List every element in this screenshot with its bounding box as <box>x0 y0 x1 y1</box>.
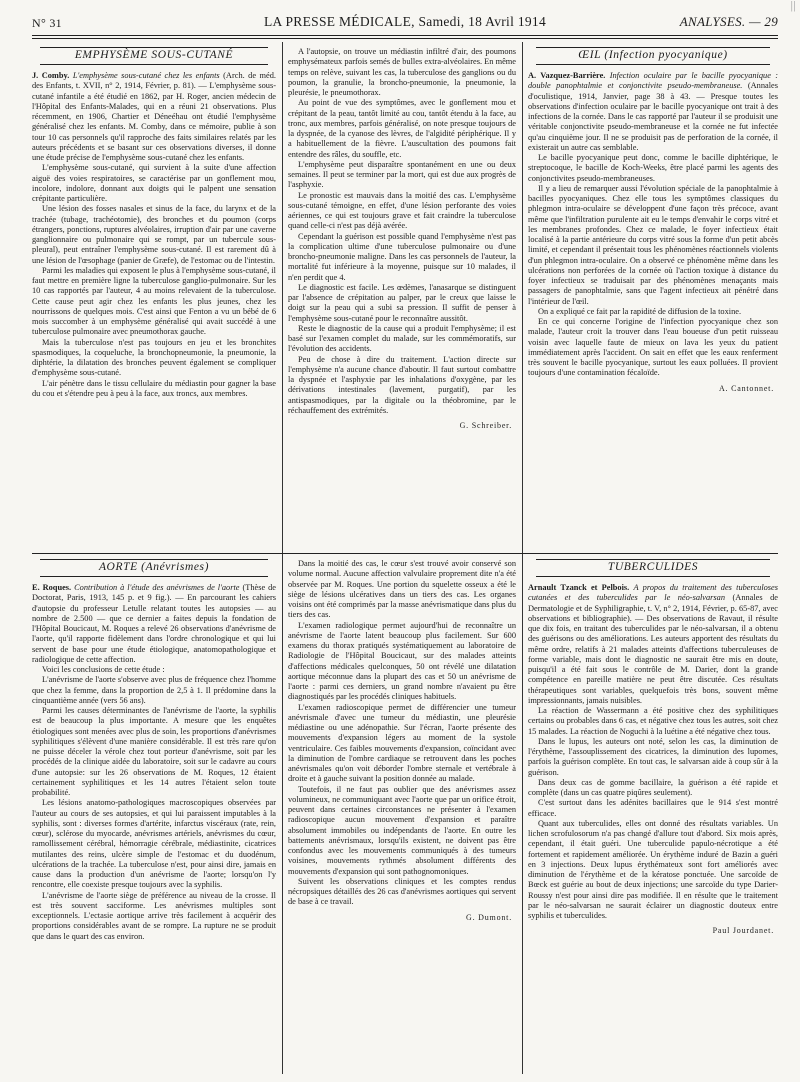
aorte-article-part1 <box>32 559 276 1075</box>
journal-title: LA PRESSE MÉDICALE, Samedi, 18 Avril 1914 <box>263 14 547 29</box>
paragraph: L'anévrisme de l'aorte s'observe avec plus de fréquence chez l'homme que chez la femme, dans la proportion de 2,5 à 1. Il prédomine dans la cinquantième année (vers 56 ans). <box>32 675 276 705</box>
paragraph: Dans la moitié des cas, le cœur s'est trouvé avoir conservé son volume normal. Aucune affection valvulaire proprement dite n'a été observée par M. Roques. Une portion du squelette osseux a été le siège de lésions ulcératives dans un tiers des cas. Les organes voisins ont été comprimés par la masse anévrismatique dans plus du tiers des cas. <box>288 559 516 620</box>
paragraph: L'emphysème sous-cutané, qui survient à la suite d'une affection aiguë des voies respiratoires, se caractérise par un gonflement mou, incolore, indolore, donnant aux doigts qui le palpent une sensation crépitante particulière. <box>32 163 276 203</box>
paragraph: Le diagnostic est facile. Les œdèmes, l'anasarque se distinguent par l'absence de crépitation au palper, par le creux que laisse le doigt sur la peau qui a subi sa pression. Il suffit de penser à l'emphysème sous-cutané pour le reconnaître aussitôt. <box>288 282 516 323</box>
emphyseme-article-part2 <box>288 47 516 551</box>
paragraph: Suivent les observations cliniques et les comptes rendus nécropsiques détaillés des 26 cas d'anévrismes aortiques qui servent de base à ce travail. <box>288 876 516 907</box>
paragraph: L'emphysème peut disparaître spontanément en une ou deux semaines. Il peut se terminer par la mort, qui est due aux progrès de l'asphyxie. <box>288 159 516 190</box>
article-lead: Arnault Tzanck et Pelbois. A propos du traitement des tuberculoses cutanées et des tuberculides par le néo-salvarsan (Annales de Dermatologie et de Syphiligraphie, t. V, n° 2, 1914, Février, p. 65-87, avec observations et bibliographie). — Des observations de Ravaut, il résulte que dix fois, en traitant des tuberculides par le néo-salvarsan, il a obtenu des guérisons ou des améliorations. Les auteurs apportent des résultats du même ordre, relatifs à 21 malades atteints d'affections tuberculeuses de forme variable, mais dont le diagnostic ne saurait être mis en doute, puisqu'il a été fait sous le contrôle de M. Darier, dont la grande compétence en pareille matière ne peut être discutée. Ces résultats thérapeutiques sont variables, quelquefois très bons, souvent même impressionnants, jamais nuisibles. <box>528 583 778 705</box>
section-title-tuberculides: TUBERCULIDES <box>536 559 770 577</box>
paragraph: Le bacille pyocyanique peut donc, comme le bacille diphtérique, le streptocoque, le bacille de Koch-Weeks, être placé parmi les agents des conjonctivites pseudo-membraneuses. <box>528 153 778 183</box>
author-signature: G. Dumont. <box>466 912 512 922</box>
paragraph: Quant aux tuberculides, elles ont donné des résultats variables. Un lichen scrofulosorum n'a pas changé d'allure tout d'abord. Six mois après, cependant, il était guéri. Une tuberculide papulo-nécrotique a été fortement et rapidement améliorée. Un érythème induré de Bazin a guéri en 3 injections. Deux lupus érythémateux sont fort améliorés avec diminution de l'érythème et de la kératose ponctuée. Une sarcoïde de Bœck est guérie au bout de deux injections; une sarcoïde du type Darier-Roussy n'est pour ainsi dire pas modifiée. Il en résulte que le traitement par le néo-salvarsan ne saurait éclairer un diagnostic douteux entre syphilis et tuberculides. <box>528 818 778 920</box>
author-signature: G. Schreiber. <box>459 421 512 430</box>
paragraph: Cependant la guérison est possible quand l'emphysème n'est pas la complication ultime d'une tuberculose pulmonaire ou d'une broncho-pneumonie maligne. Dans les cas personnels de l'auteur, la mortalité fut inférieure à la moyenne, puisque sur 10 malades, il n'en perdit que 4. <box>288 231 516 282</box>
paragraph: Dans le lupus, les auteurs ont noté, selon les cas, la diminution de l'érythème, l'assouplissement des cicatrices, la diminution des lupomes, parfois la guérison complète. En tout cas, le salvarsan aide à coup sûr à la guérison. <box>528 736 778 777</box>
paragraph: Reste le diagnostic de la cause qui a produit l'emphysème; il est basé sur l'examen complet du malade, sur les commémoratifs, sur l'évolution des accidents. <box>288 323 516 354</box>
aorte-article-part2 <box>288 559 516 1075</box>
paragraph: L'examen radioscopique permet de différencier une tumeur anévrismale d'avec une tumeur du médiastin, une pleurésie médiastine ou une adénopathie. Sur l'écran, l'aorte présente des mouvements d'expansion légers au moment de la systole ventriculaire. Ces faibles mouvements d'expansion, coïncidant avec la diminution de l'ombre cardiaque se retrouvent dans les poches anévrismales qu'on voit déborder l'ombre sternale et vertébrale à droite et à gauche suivant la position donnée au malade. <box>288 702 516 784</box>
archive-stamp: || <box>790 0 796 12</box>
paragraph: Les lésions anatomo-pathologiques macroscopiques observées par l'auteur au cours de ses autopsies, et qui lui paraissent imputables à la syphilis, sont : diverses formes d'artérite, infarctus viscéraux (rate, rein, cœur), sclérose du myocarde, anévrismes artériels, anévrismes du cœur, ramollissement cérébral, hémorragie cérébrale, médiastinite, cicatrices mutilantes des reins, ulcère simple de l'estomac et du duodénum, ulcérations de la trachée. La tuberculose n'est, pour ainsi dire, jamais en cause dans la production d'un anévrisme de l'aorte; lorsqu'on l'y rencontre, elle coexiste presque toujours avec la syphilis. <box>32 798 276 890</box>
paragraph: Le pronostic est mauvais dans la moitié des cas. L'emphysème sous-cutané témoigne, en effet, d'une lésion perforante des voies aériennes, ce qui est toujours grave et fait craindre la tuberculose quand celle-ci n'est pas déjà avérée. <box>288 190 516 231</box>
paragraph: Une lésion des fosses nasales et sinus de la face, du larynx et de la trachée (tubage, trachéotomie), des bronches et du poumon (corps étrangers, ponctions, ruptures alvéolaires, irruption d'air par une caverne ganglionnaire ou pulmonaire qui se rompt, par un tubercule sous-pleural), peut entraîner l'emphysème sous-cutané. Il est rarement dû à une lésion de l'œsophage (panier de Græfe), de l'estomac ou de l'intestin. <box>32 204 276 265</box>
oeil-article <box>528 47 778 551</box>
paragraph: C'est surtout dans les adénites bacillaires que le 914 s'est montré efficace. <box>528 798 778 818</box>
paragraph: En ce qui concerne l'origine de l'infection pyocyanique chez son malade, l'auteur croit la trouver dans l'eau boueuse d'un petit ruisseau voisin avec laquelle faute de mieux on lava les yeux du patient immédiatement après l'accident. On sait en effet que les eaux renferment très souvent le bacille pyocyanique, surtout les eaux polluées. Il provient toujours d'une contamination fécaloïde. <box>528 317 778 378</box>
paragraph: Voici les conclusions de cette étude : <box>42 665 165 674</box>
header-rule-thin <box>32 38 778 39</box>
section-title-emphyseme: EMPHYSÈME SOUS-CUTANÉ <box>40 47 268 65</box>
article-lead: J. Comby. L'emphysème sous-cutané chez les enfants (Arch. de méd. des Enfants, t. XVII, n° 2, 1914, Février, p. 81). — L'emphysème sous-cutané infantile a été étudié en 1862, par H. Roger, ancien médecin de l'Hôpital des Enfants-Malades, qui en a réuni 21 observations. Plus récemment, en 1906, Chartier et Déneéhau ont étudié l'emphysème généralisé chez les enfants. M. Comby, dans ce mémoire, publie à son tour 10 cas personnels qu'il rapproche des faits similaires relatés par les auteurs précédents et se basant sur ces observations diverses, il donne une étude précise de l'emphysème sous-cutané chez les enfants. <box>32 71 276 162</box>
issue-number: N° 31 <box>32 16 62 30</box>
paragraph: Parmi les causes déterminantes de l'anévrisme de l'aorte, la syphilis est de beaucoup la plus importante. A mesure que les enquêtes étiologiques sont menées avec plus de soin, les proportions d'anévrismes syphilitiques s'élèvent d'une manière considérable. Il est très rare qu'on ne puisse déceler la vérole chez tout porteur d'anévrisme, soit par les procédés de la clinique aidée du laboratoire, soit sur le cadavre au cours d'une autopsie: sur les 26 observations de M. Roques, 12 étaient certainement syphilitiques et les 14 autres l'étaient selon toute probabilité. <box>32 706 276 797</box>
page-header <box>32 14 778 34</box>
emphyseme-article-part1 <box>32 47 276 551</box>
paragraph: Peu de chose à dire du traitement. L'action directe sur l'emphysème n'a aucune chance d'aboutir. Il faut surtout combattre la dyspnée et l'asphyxie par les inhalations d'oxygène, par les dérivations intestinales (lavement, purgatif), par les antispasmodiques, par la digitale ou la théobromine, par le réchauffement des extrémités. <box>288 354 516 415</box>
paragraph: Il y a lieu de remarquer aussi l'évolution spéciale de la panophtalmie à bacilles pyocyaniques. Chez elle tous les symptômes classiques du phlegmon intra-oculaire se développent d'une façon très précoce, avant même que l'infiltration purulente ait eu le temps d'envahir le corps vitré et les membranes profondes. Chez ce malade, le foyer infectieux était localisé à la partie antérieure du corps vitré sous la forme d'un petit abcès limité, et cependant il présentait tous les phénomènes réactionnels violents d'un phlegmon intra-oculaire. On a observé ce phénomène même dans les ulcérations non perforées de la cornée où l'action toxique à distance du foyer infectieux se traduisait par des phénomènes menaçants mais passagers de panophtalmie, sans que l'agent infectieux ait pénétré dans l'intérieur de l'œil. <box>528 183 778 306</box>
column-divider-2 <box>522 42 523 1074</box>
section-divider <box>32 553 778 554</box>
paragraph: Au point de vue des symptômes, avec le gonflement mou et crépitant de la peau, tantôt limité au cou, tantôt étendu à la face, au tronc, aux membres, parfois généralisé, on note presque toujours de la dyspnée, de la cyanose des lèvres, de l'algidité périphérique. Il y a habituellement de la fièvre. L'auscultation des poumons fait entendre des râles, du souffle, etc. <box>288 98 516 159</box>
paragraph: A l'autopsie, on trouve un médiastin infiltré d'air, des poumons emphysémateux parfois semés de bulles extra-alvéolaires. En même temps on relève, suivant les cas, la tuberculose des ganglions ou du poumon, la granulie, la broncho-pneumonie, la pneumonie, la pleurésie, le pneumothorax. <box>288 47 516 97</box>
article-lead: E. Roques. Contribution à l'étude des anévrismes de l'aorte (Thèse de Doctorat, Paris, 1913, 145 p. et 9 fig.). — En parcourant les cahiers d'autopsie du professeur Letulle relatant toutes les autopsies — au nombre de 2.500 — que ce dernier a faites depuis la fondation de l'Hôpital Boucicaut, M. Roques a relevé 26 observations d'anévrisme de l'aorte, qu'il rapporte fidèlement dans l'ordre chronologique et qui lui servent de base pour une étude étiologique, anatomopathologique et radiologique de cette affection. <box>32 583 276 664</box>
paragraph: Toutefois, il ne faut pas oublier que des anévrismes assez volumineux, ne communiquant avec l'aorte que par un orifice étroit, peuvent dans certaines circonstances ne présenter à l'examen radioscopique aucun mouvement d'expansion et paraître absolument immobiles ou indépendants de l'aorte. En outre les battements anévrismaux, lorsqu'ils existent, ne doivent pas être confondus avec les mouvements communiqués à des tumeurs voisines, mouvements rythmés absolument différents des mouvements d'expansion qui sont pathognomoniques. <box>288 784 516 876</box>
paragraph: On a expliqué ce fait par la rapidité de diffusion de la toxine. <box>538 306 742 316</box>
paragraph: L'anévrisme de l'aorte siège de préférence au niveau de la crosse. Il est très souvent sacciforme. Les anévrismes multiples sont exceptionnels. L'ectasie aortique arrive très facilement à acquérir des proportions considérables avant de se rompre. La rupture ne se produit que dans le quart des cas environ. <box>32 890 276 941</box>
paragraph: L'air pénètre dans le tissu cellulaire du médiastin pour gagner la base du cou et s'étendre peu à peu à la face, aux troncs, aux membres. <box>32 378 276 398</box>
column-divider-1 <box>282 42 283 1074</box>
article-lead: A. Vazquez-Barrière. Infection oculaire par le bacille pyocyanique : double panophtalmie et conjonctivite pseudo-membraneuse. (Annales d'oculistique, 1914, Janvier, page 38 à 43. — Presque toutes les observations d'infection oculaire par le bacille pyocyanique ont trait à des infections de la cornée. Dans le cas rapporté par l'auteur il se produisit une véritable conjonctivite pseudo-membraneuse et la cornée ne fut infectée qu'au cinquième jour. Il ne se produisit pas de perforation de la cornée, il existerait un autre cas semblable. <box>528 71 778 152</box>
section-label: ANALYSES. — 29 <box>679 14 778 29</box>
author-signature: A. Cantonnet. <box>718 383 774 393</box>
paragraph: Parmi les maladies qui exposent le plus à l'emphysème sous-cutané, il faut mettre en première ligne la tuberculose ganglio-pulmonaire. Sur les 10 cas rapportés par l'auteur, 4 au moins relevaient de la tuberculose. Cette cause peut agir chez les enfants les plus jeunes, chez les nourrissons de quelques mois. C'est ainsi que Fenton a vu un bébé de 6 mois succomber à un emphysème généralisé qui avait succédé à une tuberculose pulmonaire avec pneumothorax gauche. <box>32 265 276 337</box>
paragraph: La réaction de Wassermann a été positive chez des syphilitiques certains ou probables dans 6 cas, et négative chez tous les autres, soit chez 15 malades. La réaction de Noguchi à la luétine a été négative chez tous. <box>528 706 778 736</box>
paragraph: Dans deux cas de gomme bacillaire, la guérison a été rapide et complète (dans un cas quatre piqûres seulement). <box>528 777 778 797</box>
header-rule <box>32 35 778 36</box>
section-title-aorte: AORTE (Anévrismes) <box>40 559 268 577</box>
paragraph: Mais la tuberculose n'est pas toujours en jeu et les bronchites spasmodiques, la coqueluche, la bronchopneumonie, la pneumonie, la diphtérie, la dilatation des bronches peuvent également se compliquer d'emphysème sous-cutané. <box>32 337 276 378</box>
tuberculides-article <box>528 559 778 1075</box>
paragraph: L'examen radiologique permet aujourd'hui de reconnaître un anévrisme de l'aorte latent beaucoup plus facilement. Sur 600 examens du thorax pratiqués systématiquement au laboratoire de Radiologie de l'Hôpital Boucicaut, sur des malades atteints d'affections médicales quelconques, 50 ont révélé une dilatation aortique méconnue dans la plupart des cas et 50 un anévrisme de l'aorte : parmi ces derniers, un grand nombre n'avaient pu être diagnostiqués par les procédés cliniques habituels. <box>288 620 516 702</box>
author-signature: Paul Jourdanet. <box>712 926 774 936</box>
section-title-oeil: ŒIL (Infection pyocyanique) <box>536 47 770 65</box>
